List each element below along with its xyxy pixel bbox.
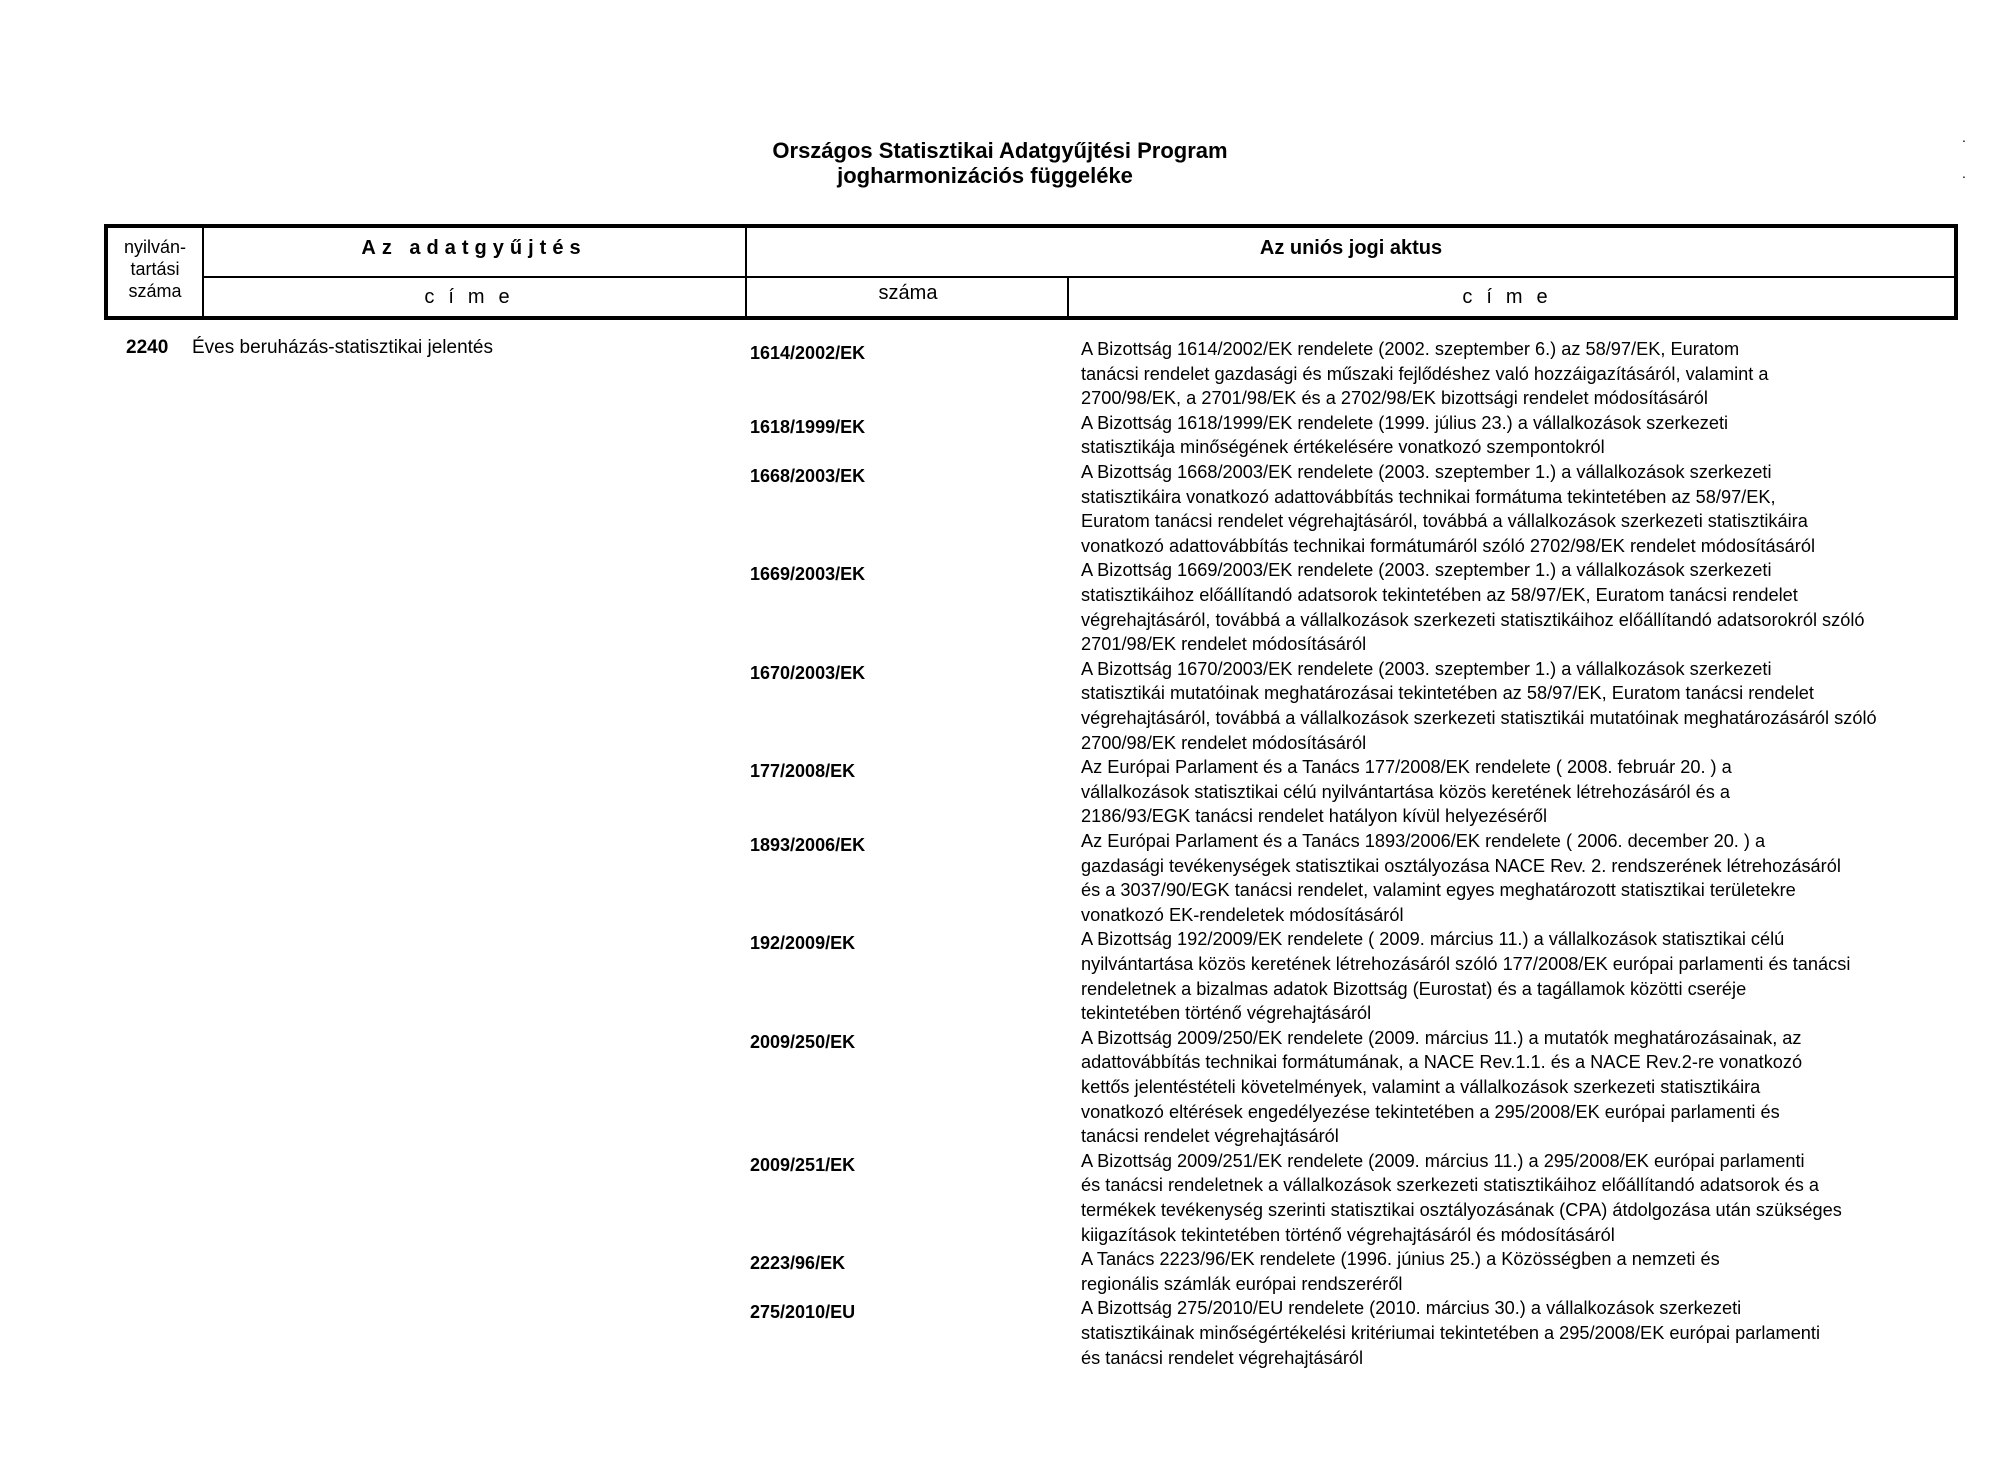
- eu-act-number: 275/2010/EU: [750, 1302, 856, 1323]
- registration-number-header: nyilván- tartási száma: [123, 237, 187, 301]
- eu-act-number: 2009/251/EK: [750, 1154, 856, 1175]
- title-line-1: Országos Statisztikai Adatgyűjtési Program: [772, 138, 1228, 163]
- eu-act-number: 2223/96/EK: [750, 1253, 846, 1274]
- eu-act-title: Az Európai Parlament és a Tanács 177/2008/EK rendelete ( 2008. február 20. ) a vállalkozások statisztikai célú nyilvántartása közös keretének létrehozásáról és a 2186/93/EGK tanácsi rendelet hatályon kívül helyezéséről: [1081, 757, 1732, 827]
- title-line-2: jogharmonizációs függeléke: [837, 163, 1133, 188]
- eu-act-number: 1614/2002/EK: [750, 343, 866, 363]
- eu-act-title: A Bizottság 1670/2003/EK rendelete (2003. szeptember 1.) a vállalkozások szerkezeti statisztikái mutatóinak meghatározásai tekintetében az 58/97/EK, Euratom tanácsi rendelet végrehajtásáról, továbbá a vállalkozások szerkezeti statisztikái mutatóinak meghatározásáról szóló 2700/98/EK rendelet módosításáról: [1081, 658, 1877, 753]
- corner-mark-top: .: [1962, 129, 1966, 145]
- survey-registration-number: 2240: [126, 337, 169, 358]
- eu-act-number: 177/2008/EK: [750, 761, 856, 782]
- eu-act-title: A Bizottság 2009/251/EK rendelete (2009. március 11.) a 295/2008/EK európai parlamenti és tanácsi rendeletnek a vállalkozások szerkezeti statisztikáihoz előállítandó adatsorok és a termékek tevékenység szerinti statisztikai osztályozásának (CPA) átdolgozása után szükséges kiigazítások tekintetében történő végrehajtásáról és módosításáról: [1081, 1150, 1842, 1245]
- eu-act-number: 1893/2006/EK: [750, 835, 866, 855]
- corner-mark-bottom: .: [1962, 165, 1966, 181]
- eu-act-header: Az uniós jogi aktus: [1259, 237, 1443, 259]
- eu-act-title: Az Európai Parlament és a Tanács 1893/2006/EK rendelete ( 2006. december 20. ) a gazdasági tevékenységek statisztikai osztályozása NACE Rev. 2. rendszerének létrehozásáról és a 3037/90/EGK tanácsi rendelet, valamint egyes meghatározott statisztikai területekre vonatkozó EK-rendeletek módosításáról: [1081, 831, 1841, 925]
- eu-act-title: A Bizottság 1618/1999/EK rendelete (1999. július 23.) a vállalkozások szerkezeti statisztikája minőségének értékelésére vonatkozó szempontokról: [1081, 412, 1729, 458]
- eu-act-title: A Tanács 2223/96/EK rendelete (1996. június 25.) a Közösségben a nemzeti és regionális számlák európai rendszeréről: [1081, 1249, 1720, 1294]
- eu-act-number: 1670/2003/EK: [750, 662, 866, 683]
- eu-act-title: A Bizottság 1614/2002/EK rendelete (2002. szeptember 6.) az 58/97/EK, Euratom tanácsi rendelet gazdasági és műszaki fejlődéshez való hozzáigazításáról, valamint a 2700/98/EK, a 2701/98/EK és a 2702/98/EK bizottsági rendelet módosításáról: [1081, 339, 1769, 409]
- eu-act-number-header: száma: [878, 282, 938, 304]
- eu-act-title: A Bizottság 275/2010/EU rendelete (2010. március 30.) a vállalkozások szerkezeti statisztikáinak minőségértékelési kritériumai tekintetében a 295/2008/EK európai parlamenti és tanácsi rendelet végrehajtásáról: [1081, 1298, 1821, 1368]
- eu-act-title: A Bizottság 1668/2003/EK rendelete (2003. szeptember 1.) a vállalkozások szerkezeti statisztikáira vonatkozó adattovábbítás technikai formátuma tekintetében az 58/97/EK, Euratom tanácsi rendelet végrehajtásáról, továbbá a vállalkozások szerkezeti statisztikáira vonatkozó adattovábbítás technikai formátumáról szóló 2702/98/EK rendelet módosításáról: [1081, 462, 1815, 556]
- eu-act-title-header: címe: [1462, 286, 1562, 308]
- eu-act-number: 1669/2003/EK: [750, 564, 866, 585]
- eu-act-number: 1668/2003/EK: [750, 466, 866, 486]
- eu-act-title: A Bizottság 192/2009/EK rendelete ( 2009. március 11.) a vállalkozások statisztikai célú nyilvántartása közös keretének létrehozásáról szóló 177/2008/EK európai parlamenti és tanácsi rendeletnek a bizalmas adatok Bizottság (Eurostat) és a tagállamok közötti cseréje tekintetében történő végrehajtásáról: [1081, 929, 1851, 1024]
- survey-title: Éves beruházás-statisztikai jelentés: [192, 337, 493, 358]
- eu-act-number: 2009/250/EK: [750, 1031, 856, 1052]
- data-collection-header: Az adatgyűjtés: [361, 237, 587, 259]
- eu-act-title: A Bizottság 2009/250/EK rendelete (2009. március 11.) a mutatók meghatározásainak, az adattovábbítás technikai formátumának, a NACE Rev.1.1. és a NACE Rev.2-re vonatkozó kettős jelentéstételi követelmények, valamint a vállalkozások szerkezeti statisztikáira vonatkozó eltérések engedélyezése tekintetében a 295/2008/EK európai parlamenti és tanácsi rendelet végrehajtásáról: [1081, 1027, 1803, 1147]
- eu-act-number: 192/2009/EK: [750, 933, 856, 954]
- data-collection-title-header: címe: [424, 286, 524, 308]
- eu-act-number: 1618/1999/EK: [750, 416, 866, 437]
- eu-act-title: A Bizottság 1669/2003/EK rendelete (2003. szeptember 1.) a vállalkozások szerkezeti statisztikáihoz előállítandó adatsorok tekintetében az 58/97/EK, Euratom tanácsi rendelet végrehajtásáról, továbbá a vállalkozások szerkezeti statisztikáihoz előállítandó adatsorokról szóló 2701/98/EK rendelet módosításáról: [1081, 560, 1865, 655]
